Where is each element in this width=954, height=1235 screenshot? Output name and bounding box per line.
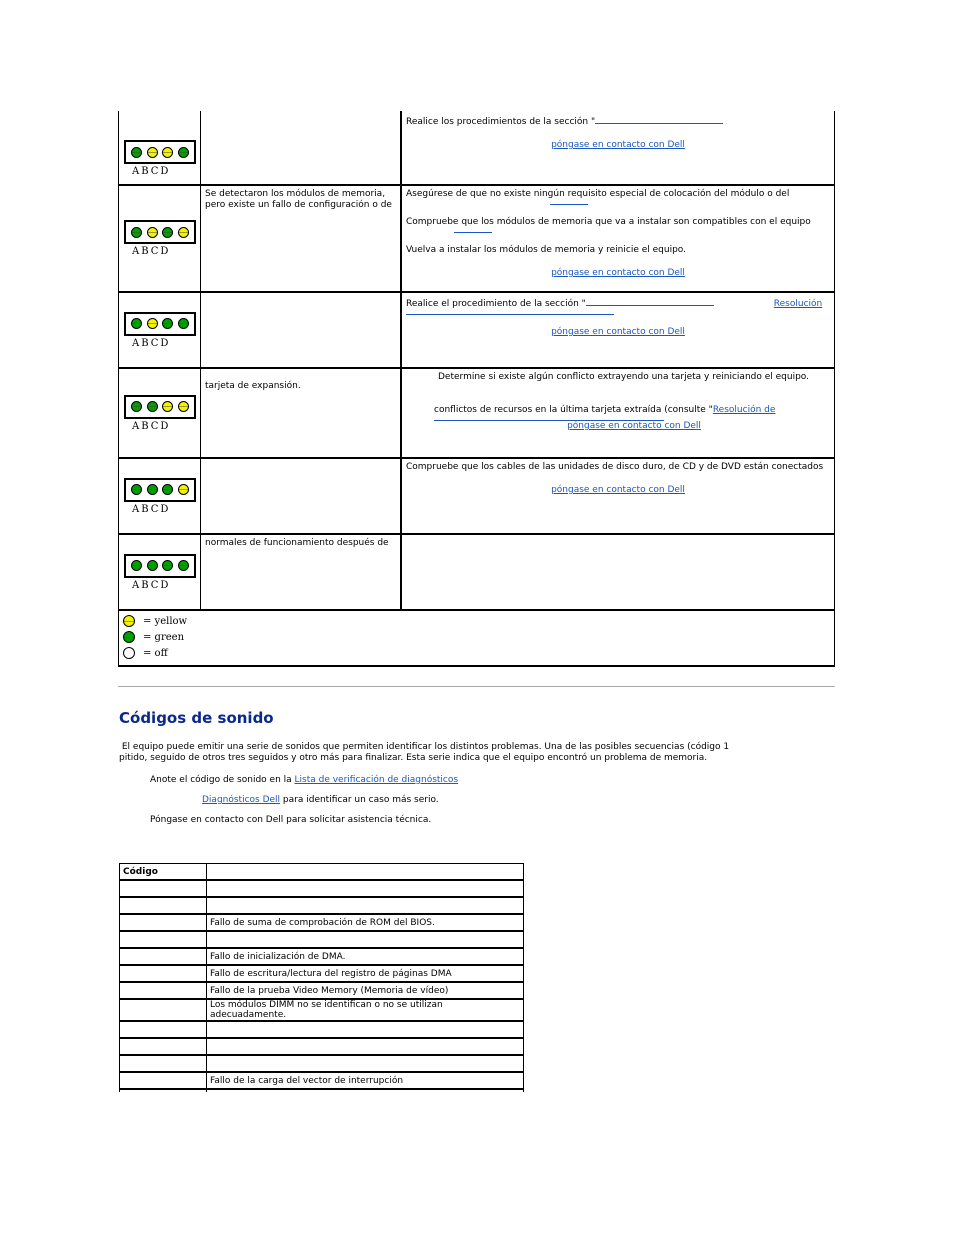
beep-row: [120, 1055, 524, 1072]
beep-cause-cell: [207, 1021, 524, 1038]
green-light-icon: [178, 560, 189, 571]
section-title: Códigos de sonido: [119, 709, 274, 727]
step-1: Anote el código de sonido en la Lista de verificación de diagnósticos: [150, 775, 459, 785]
resolution-line: Asegúrese de que no existe ningún requisito especial de colocación del módulo o del: [406, 189, 830, 205]
problem-description: [201, 185, 402, 292]
beep-cause-cell: [207, 931, 524, 948]
section-divider: [118, 686, 835, 687]
green-light-icon: [147, 401, 158, 412]
problem-description: [201, 111, 402, 185]
step-3: Póngase en contacto con Dell para solicitar asistencia técnica.: [150, 815, 432, 825]
beep-row: [120, 965, 524, 982]
legend-label: = green: [143, 631, 185, 643]
yellow-light-icon: [162, 147, 173, 158]
off-light-icon: [123, 647, 135, 659]
legend-label: = off: [143, 647, 168, 659]
green-light-icon: [178, 147, 189, 158]
light-pattern: [124, 312, 196, 336]
beep-cause-cell: [207, 1089, 524, 1092]
green-light-icon: [131, 484, 142, 495]
beep-row: [120, 948, 524, 965]
section-link[interactable]: [595, 114, 723, 124]
light-letters: ABCD: [132, 246, 171, 257]
legend-label: = yellow: [143, 615, 188, 627]
contact-dell-link[interactable]: póngase en contacto con Dell: [551, 485, 685, 495]
green-light-icon: [131, 401, 142, 412]
intro-paragraph: El equipo puede emitir una serie de sonidos que permiten identificar los distintos problemas. Una de las posibles secuencias (código 1 pitido, seguido de otros tres seguidos y otro más para finalizar. Esta serie indica que el equipo encontró un problema de memoria.: [119, 742, 730, 763]
beep-row: [120, 880, 524, 897]
light-pattern: [124, 395, 196, 419]
beep-code-cell: [120, 1072, 207, 1089]
problem-text: normales de funcionamiento después de: [205, 538, 389, 548]
yellow-light-icon: [123, 615, 135, 627]
beep-row: [120, 1038, 524, 1055]
yellow-light-icon: [147, 147, 158, 158]
resolution-line: Realice el procedimiento de la sección " Resolución: [406, 296, 830, 315]
yellow-light-icon: [178, 227, 189, 238]
problem-description: [201, 458, 402, 534]
green-light-icon: [131, 227, 142, 238]
beep-row: [120, 1072, 524, 1089]
yellow-light-icon: [178, 401, 189, 412]
beep-cause-cell: [207, 897, 524, 914]
beep-codes-table: [119, 863, 524, 1092]
beep-code-cell: [120, 1021, 207, 1038]
contact-dell-link[interactable]: póngase en contacto con Dell: [551, 327, 685, 337]
light-letters: ABCD: [132, 503, 171, 515]
problem-description: [201, 292, 402, 368]
diag-row: [119, 534, 835, 610]
suggested-resolution: [401, 111, 835, 185]
resolution-line: Compruebe que los módulos de memoria que va a instalar son compatibles con el equipo: [406, 217, 830, 233]
beep-code-cell: [120, 982, 207, 999]
diagnostic-lights-table: [118, 111, 835, 667]
beep-cause-cell: Fallo de suma de comprobación de ROM del BIOS.: [207, 914, 524, 931]
suggested-resolution: [401, 185, 835, 292]
green-light-icon: [178, 318, 189, 329]
legend-off: [123, 645, 830, 661]
problem-text: tarjeta de expansión.: [205, 381, 301, 391]
light-letters: ABCD: [132, 337, 171, 349]
beep-cause-cell: Fallo de la carga del vector de interrupción: [207, 1072, 524, 1089]
green-light-icon: [131, 147, 142, 158]
problem-description: [201, 534, 402, 610]
light-letters: ABCD: [132, 579, 171, 591]
yellow-light-icon: [147, 227, 158, 238]
beep-cause-cell: Los módulos DIMM no se identifican o no se utilizan adecuadamente.: [207, 999, 524, 1021]
green-light-icon: [131, 318, 142, 329]
resolution-line: Compruebe que los cables de las unidades de disco duro, de CD y de DVD están conectados: [406, 462, 824, 472]
dell-diagnostics-link[interactable]: Diagnósticos Dell: [202, 795, 281, 805]
light-letters: ABCD: [132, 420, 171, 432]
green-light-icon: [162, 484, 173, 495]
light-pattern: [124, 478, 196, 502]
resolution-line: conflictos de recursos en la última tarjeta extraída (consulte "Resolución de: [406, 405, 830, 421]
beep-cause-cell: [207, 1038, 524, 1055]
cause-column-header: [207, 864, 524, 881]
beep-row: [120, 999, 524, 1021]
contact-dell-link[interactable]: póngase en contacto con Dell: [567, 421, 701, 431]
light-pattern-cell: [119, 185, 201, 292]
light-pattern-cell: [119, 111, 201, 185]
diag-row: [119, 458, 835, 534]
beep-code-cell: [120, 965, 207, 982]
resolution-line: Determine si existe algún conflicto extrayendo una tarjeta y reiniciando el equipo.: [438, 372, 810, 382]
green-light-icon: [162, 560, 173, 571]
beep-code-cell: [120, 999, 207, 1021]
beep-row: [120, 931, 524, 948]
suggested-resolution: [401, 458, 835, 534]
yellow-light-icon: [178, 484, 189, 495]
yellow-light-icon: [162, 401, 173, 412]
diag-row: [119, 185, 835, 292]
beep-row: [120, 1089, 524, 1092]
diagnostics-checklist-link[interactable]: Lista de verificación de diagnósticos: [294, 775, 459, 785]
light-pattern: [124, 554, 196, 578]
legend-green: [123, 629, 830, 645]
light-pattern: [124, 220, 196, 244]
legend-yellow: [123, 613, 830, 629]
diag-row: [119, 368, 835, 458]
problem-text: Se detectaron los módulos de memoria, pero existe un fallo de configuración o de: [205, 189, 392, 210]
contact-dell-link[interactable]: póngase en contacto con Dell: [551, 140, 685, 150]
light-pattern-cell: [119, 368, 201, 458]
step-2: Diagnósticos Dell para identificar un caso más serio.: [202, 795, 439, 805]
beep-code-cell: [120, 1055, 207, 1072]
beep-row: [120, 897, 524, 914]
light-legend: [119, 610, 835, 666]
green-light-icon: [131, 560, 142, 571]
light-pattern: [124, 140, 196, 164]
inline-link[interactable]: [550, 200, 588, 205]
resolution-line: Vuelva a instalar los módulos de memoria y reinicie el equipo.: [406, 245, 687, 255]
green-light-icon: [123, 631, 135, 643]
resolution-line: Realice los procedimientos de la sección ": [406, 114, 830, 128]
light-pattern-cell: [119, 292, 201, 368]
beep-row: [120, 914, 524, 931]
suggested-resolution: [401, 368, 835, 458]
yellow-light-icon: [147, 318, 158, 329]
green-light-icon: [147, 560, 158, 571]
beep-code-cell: [120, 931, 207, 948]
green-light-icon: [162, 318, 173, 329]
beep-row: [120, 982, 524, 999]
beep-cause-cell: [207, 880, 524, 897]
inline-link[interactable]: [454, 228, 492, 233]
code-column-header: Código: [120, 864, 207, 881]
beep-code-cell: [120, 897, 207, 914]
beep-code-cell: [120, 948, 207, 965]
beep-cause-cell: Fallo de la prueba Video Memory (Memoria de vídeo): [207, 982, 524, 999]
beep-code-cell: [120, 880, 207, 897]
problem-description: [201, 368, 402, 458]
resolution-link[interactable]: Resolución: [773, 299, 823, 309]
beep-cause-cell: Fallo de inicialización de DMA.: [207, 948, 524, 965]
section-link-continued[interactable]: [406, 310, 614, 315]
beep-cause-cell: Fallo de escritura/lectura del registro de páginas DMA: [207, 965, 524, 982]
light-letters: ABCD: [132, 166, 171, 177]
section-link[interactable]: [586, 296, 714, 306]
resolution-link[interactable]: Resolución de: [712, 405, 776, 415]
suggested-resolution: [401, 534, 835, 610]
diag-row: [119, 292, 835, 368]
beep-code-cell: [120, 914, 207, 931]
light-pattern-cell: [119, 458, 201, 534]
beep-table-header: [120, 864, 524, 881]
suggested-resolution: [401, 292, 835, 368]
beep-cause-cell: [207, 1055, 524, 1072]
beep-row: [120, 1021, 524, 1038]
beep-code-cell: [120, 1089, 207, 1092]
green-light-icon: [162, 227, 173, 238]
light-pattern-cell: [119, 534, 201, 610]
contact-dell-link[interactable]: póngase en contacto con Dell: [551, 268, 685, 278]
green-light-icon: [147, 484, 158, 495]
diag-row: [119, 111, 835, 185]
beep-code-cell: [120, 1038, 207, 1055]
